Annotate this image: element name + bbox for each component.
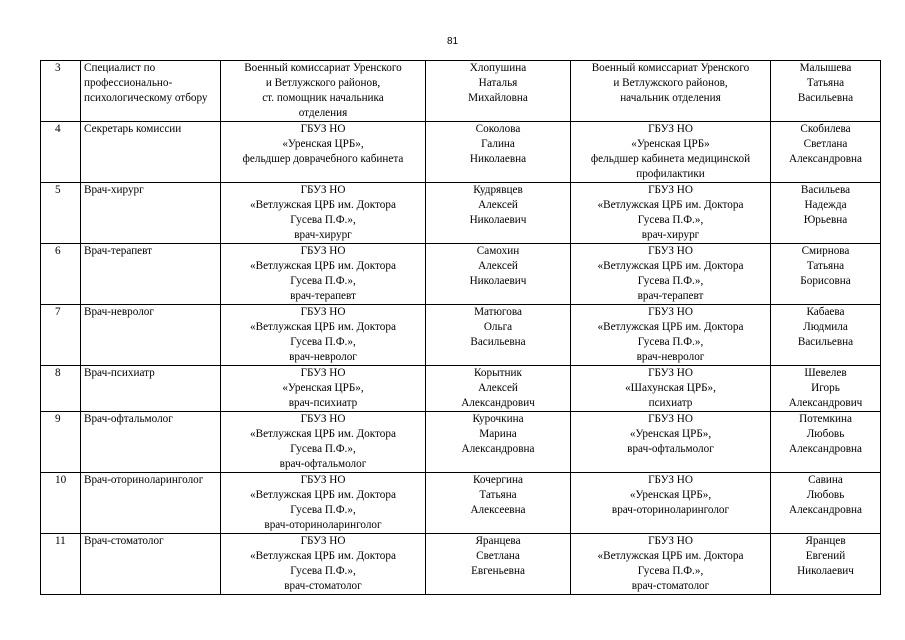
main-member-cell: Кочергина Татьяна Алексеевна <box>426 473 571 534</box>
main-member-cell: Матюгова Ольга Васильевна <box>426 305 571 366</box>
main-organization-cell: ГБУЗ НО «Ветлужская ЦРБ им. Доктора Гусева П.Ф.», врач-невролог <box>221 305 426 366</box>
main-member-cell: Хлопушина Наталья Михайловна <box>426 61 571 122</box>
specialty-cell: Секретарь комиссии <box>81 122 221 183</box>
table-row <box>41 473 881 534</box>
table-row <box>41 305 881 366</box>
reserve-member-cell: Потемкина Любовь Александровна <box>771 412 881 473</box>
row-number: 11 <box>41 534 81 595</box>
main-organization-cell: ГБУЗ НО «Ветлужская ЦРБ им. Доктора Гусева П.Ф.», врач-офтальмолог <box>221 412 426 473</box>
specialty-cell: Врач-хирург <box>81 183 221 244</box>
reserve-member-cell: Васильева Надежда Юрьевна <box>771 183 881 244</box>
main-member-cell: Соколова Галина Николаевна <box>426 122 571 183</box>
commission-table <box>40 60 881 595</box>
reserve-member-cell: Кабаева Людмила Васильевна <box>771 305 881 366</box>
reserve-member-cell: Смирнова Татьяна Борисовна <box>771 244 881 305</box>
main-organization-cell: Военный комиссариат Уренского и Ветлужского районов, ст. помощник начальника отделения <box>221 61 426 122</box>
main-organization-cell: ГБУЗ НО «Ветлужская ЦРБ им. Доктора Гусева П.Ф.», врач-стоматолог <box>221 534 426 595</box>
row-number: 10 <box>41 473 81 534</box>
reserve-member-cell: Яранцев Евгений Николаевич <box>771 534 881 595</box>
row-number: 9 <box>41 412 81 473</box>
specialty-cell: Врач-терапевт <box>81 244 221 305</box>
table-body <box>41 61 881 595</box>
specialty-cell: Специалист по профессионально-психологическому отбору <box>81 61 221 122</box>
main-organization-cell: ГБУЗ НО «Уренская ЦРБ», врач-психиатр <box>221 366 426 412</box>
row-number: 6 <box>41 244 81 305</box>
page-number: 81 <box>446 36 459 47</box>
table-row <box>41 183 881 244</box>
specialty-cell: Врач-психиатр <box>81 366 221 412</box>
specialty-cell: Врач-офтальмолог <box>81 412 221 473</box>
specialty-cell: Врач-невролог <box>81 305 221 366</box>
main-organization-cell: ГБУЗ НО «Ветлужская ЦРБ им. Доктора Гусева П.Ф.», врач-терапевт <box>221 244 426 305</box>
reserve-organization-cell: ГБУЗ НО «Шахунская ЦРБ», психиатр <box>571 366 771 412</box>
reserve-member-cell: Шевелев Игорь Александрович <box>771 366 881 412</box>
reserve-organization-cell: ГБУЗ НО «Ветлужская ЦРБ им. Доктора Гусева П.Ф.», врач-стоматолог <box>571 534 771 595</box>
reserve-organization-cell: ГБУЗ НО «Ветлужская ЦРБ им. Доктора Гусева П.Ф.», врач-невролог <box>571 305 771 366</box>
table-row <box>41 412 881 473</box>
row-number: 5 <box>41 183 81 244</box>
reserve-organization-cell: ГБУЗ НО «Уренская ЦРБ» фельдшер кабинета медицинской профилактики <box>571 122 771 183</box>
reserve-member-cell: Савина Любовь Александровна <box>771 473 881 534</box>
specialty-cell: Врач-оториноларинголог <box>81 473 221 534</box>
table-row <box>41 122 881 183</box>
table-row <box>41 366 881 412</box>
table-row <box>41 61 881 122</box>
row-number: 7 <box>41 305 81 366</box>
specialty-cell: Врач-стоматолог <box>81 534 221 595</box>
main-organization-cell: ГБУЗ НО «Ветлужская ЦРБ им. Доктора Гусева П.Ф.», врач-хирург <box>221 183 426 244</box>
main-member-cell: Корытник Алексей Александрович <box>426 366 571 412</box>
main-member-cell: Курочкина Марина Александровна <box>426 412 571 473</box>
main-organization-cell: ГБУЗ НО «Уренская ЦРБ», фельдшер доврачебного кабинета <box>221 122 426 183</box>
main-member-cell: Кудрявцев Алексей Николаевич <box>426 183 571 244</box>
row-number: 8 <box>41 366 81 412</box>
reserve-organization-cell: Военный комиссариат Уренского и Ветлужского районов, начальник отделения <box>571 61 771 122</box>
table-row <box>41 244 881 305</box>
table-row <box>41 534 881 595</box>
main-member-cell: Яранцева Светлана Евгеньевна <box>426 534 571 595</box>
reserve-member-cell: Малышева Татьяна Васильевна <box>771 61 881 122</box>
row-number: 4 <box>41 122 81 183</box>
reserve-organization-cell: ГБУЗ НО «Ветлужская ЦРБ им. Доктора Гусева П.Ф.», врач-хирург <box>571 183 771 244</box>
reserve-organization-cell: ГБУЗ НО «Уренская ЦРБ», врач-офтальмолог <box>571 412 771 473</box>
reserve-member-cell: Скобилева Светлана Александровна <box>771 122 881 183</box>
main-member-cell: Самохин Алексей Николаевич <box>426 244 571 305</box>
reserve-organization-cell: ГБУЗ НО «Уренская ЦРБ», врач-оториноларинголог <box>571 473 771 534</box>
main-organization-cell: ГБУЗ НО «Ветлужская ЦРБ им. Доктора Гусева П.Ф.», врач-оториноларинголог <box>221 473 426 534</box>
reserve-organization-cell: ГБУЗ НО «Ветлужская ЦРБ им. Доктора Гусева П.Ф.», врач-терапевт <box>571 244 771 305</box>
row-number: 3 <box>41 61 81 122</box>
